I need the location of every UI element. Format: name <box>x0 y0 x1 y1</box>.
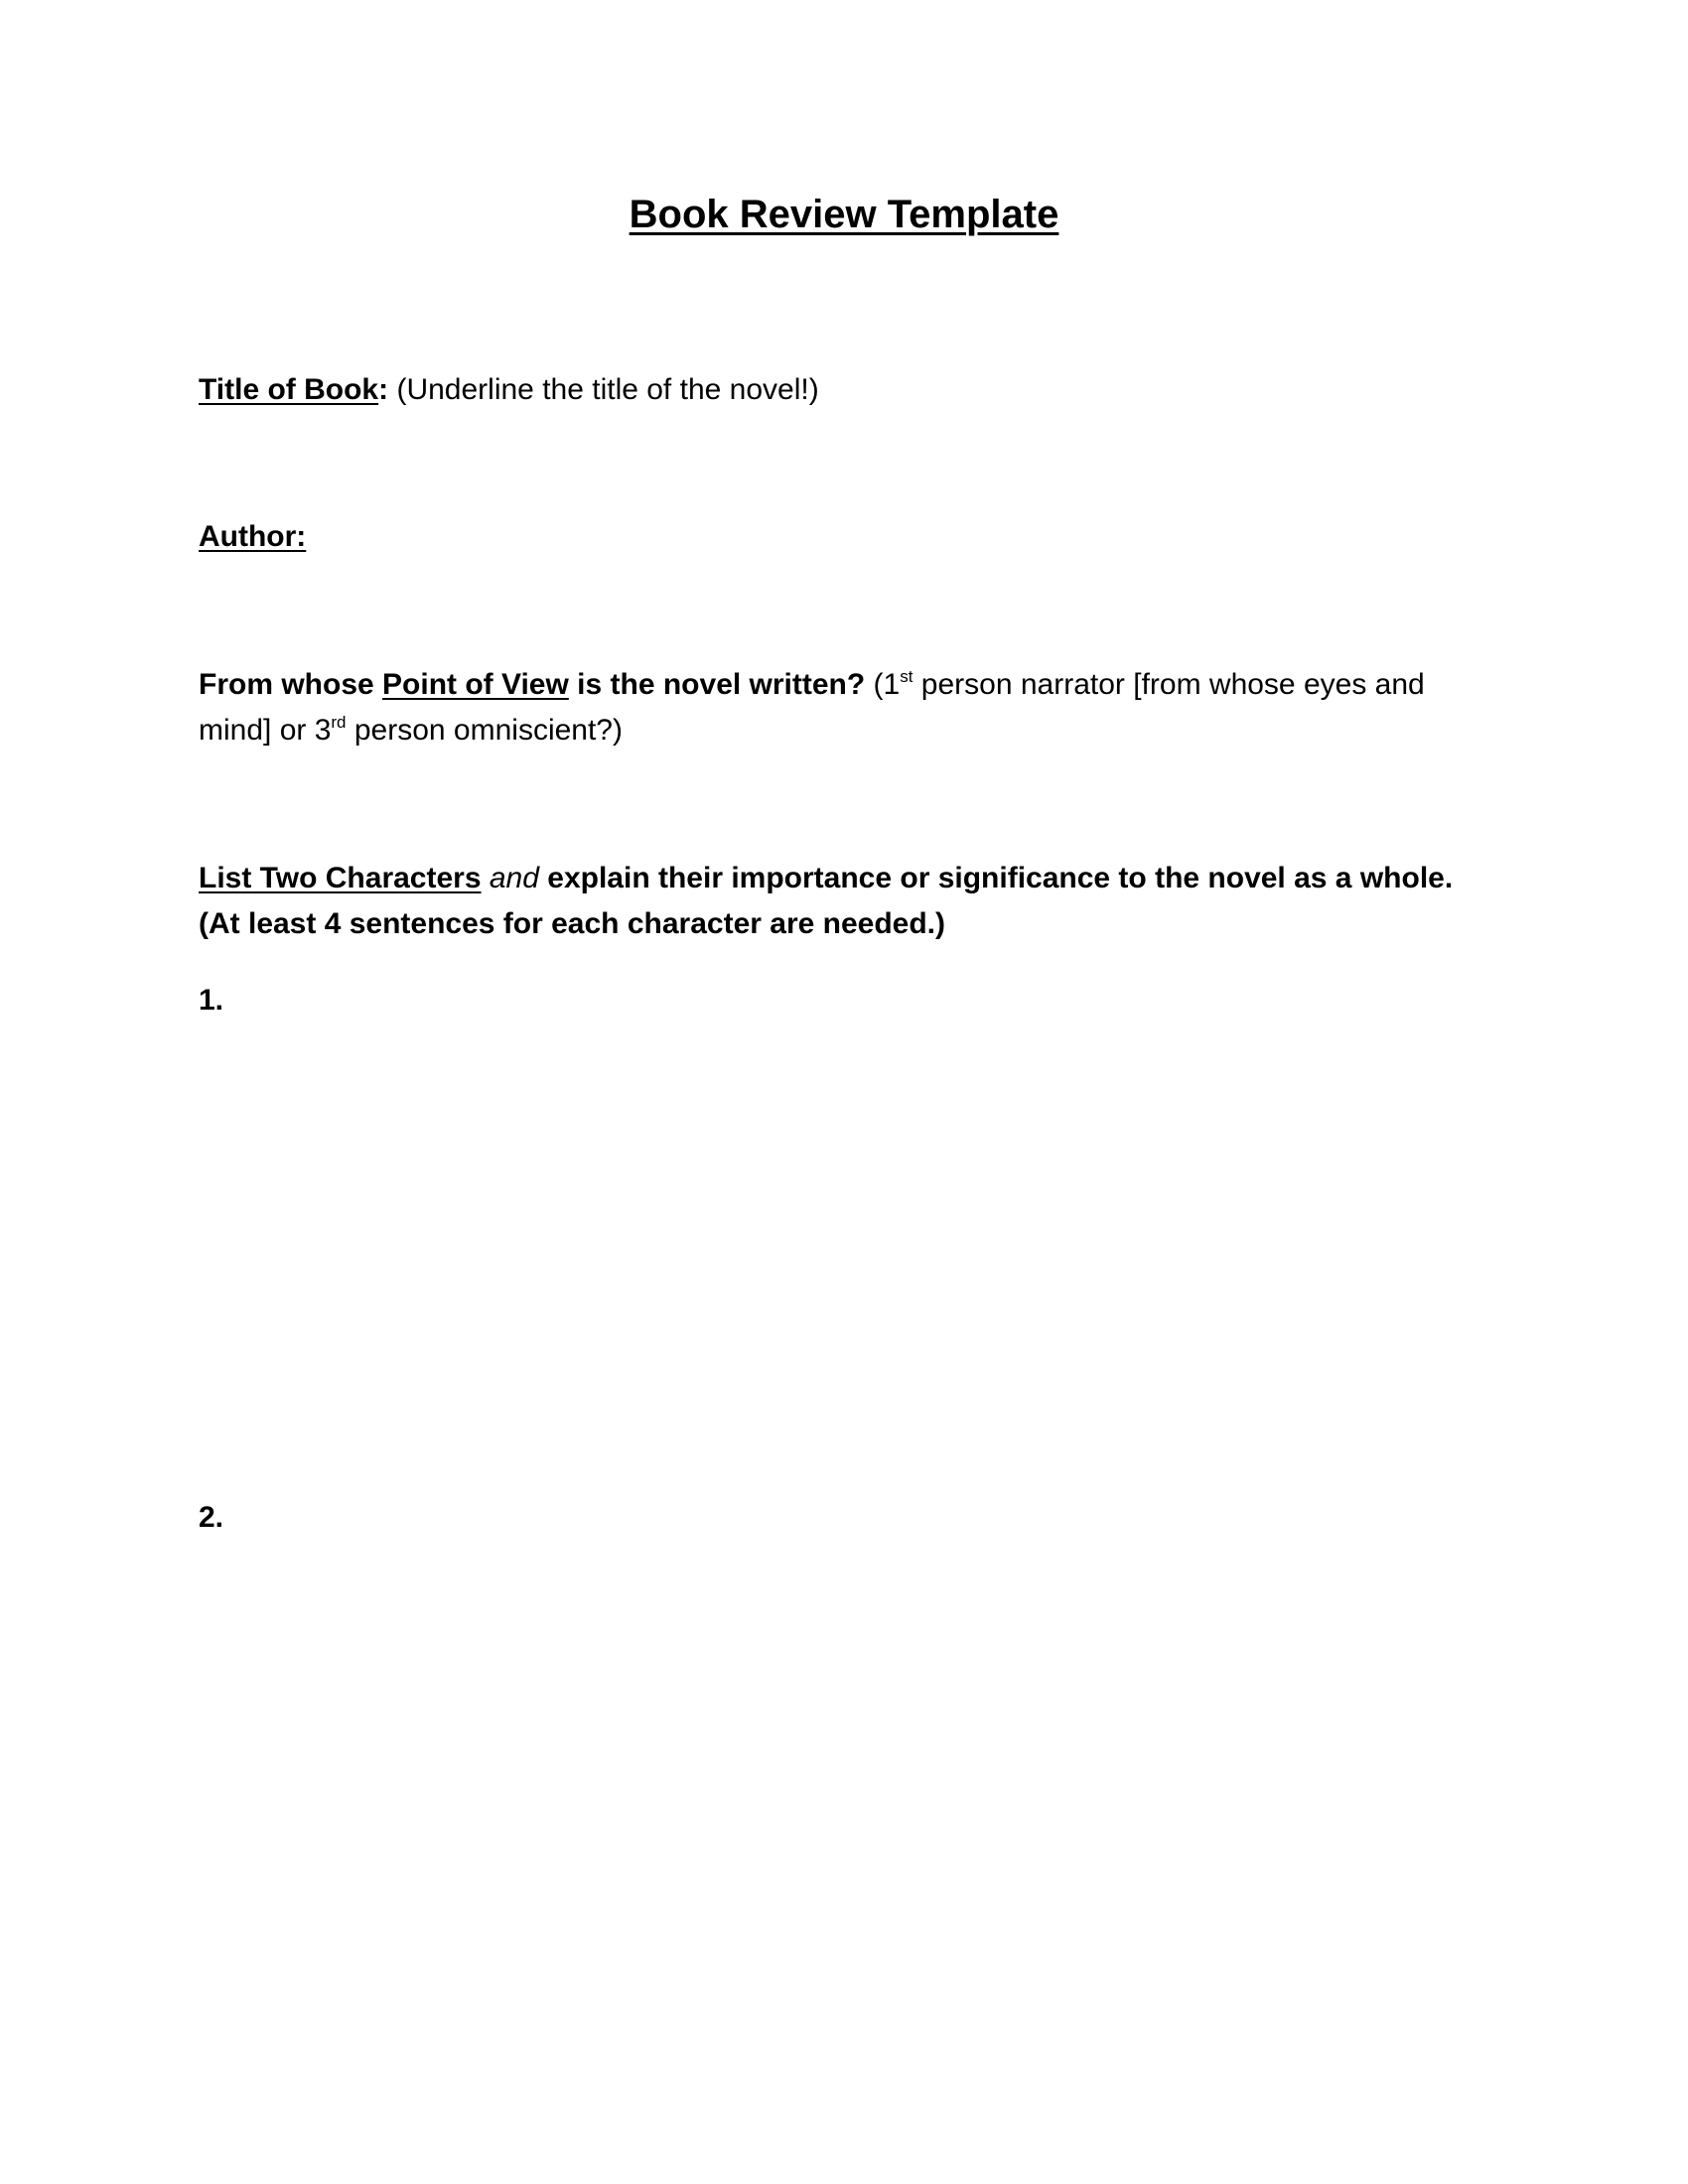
title-of-book-label: Title of Book <box>199 373 379 406</box>
characters-rest: explain their importance or significance to the novel as a whole. (At least 4 sentences for each character are needed.) <box>199 862 1454 940</box>
pov-sup-third: rd <box>331 713 347 732</box>
list-item-2: 2. <box>199 1501 224 1534</box>
list-item-1: 1. <box>199 984 224 1017</box>
pov-underlined: Point of View <box>382 668 569 701</box>
point-of-view-prompt <box>199 662 1489 753</box>
title-of-book-colon: : <box>378 373 389 406</box>
document-title: Book Review Template <box>629 193 1059 236</box>
title-of-book-prompt <box>199 367 1489 413</box>
pov-sup-first: st <box>900 667 914 686</box>
characters-underlined: List Two Characters <box>199 862 482 894</box>
pov-suffix: is the novel written? <box>568 668 866 701</box>
title-of-book-instruction: (Underline the title of the novel!) <box>388 373 819 406</box>
pov-end: person omniscient?) <box>346 714 623 747</box>
pov-prefix: From whose <box>199 668 383 701</box>
pov-paren-open: (1 <box>865 668 901 701</box>
pov-middle: person narrator [from whose eyes and mind] or 3 <box>199 668 1425 747</box>
characters-italic: and <box>489 862 539 894</box>
characters-prompt <box>199 856 1489 947</box>
author-prompt <box>199 514 1489 560</box>
author-label: Author: <box>199 520 307 553</box>
